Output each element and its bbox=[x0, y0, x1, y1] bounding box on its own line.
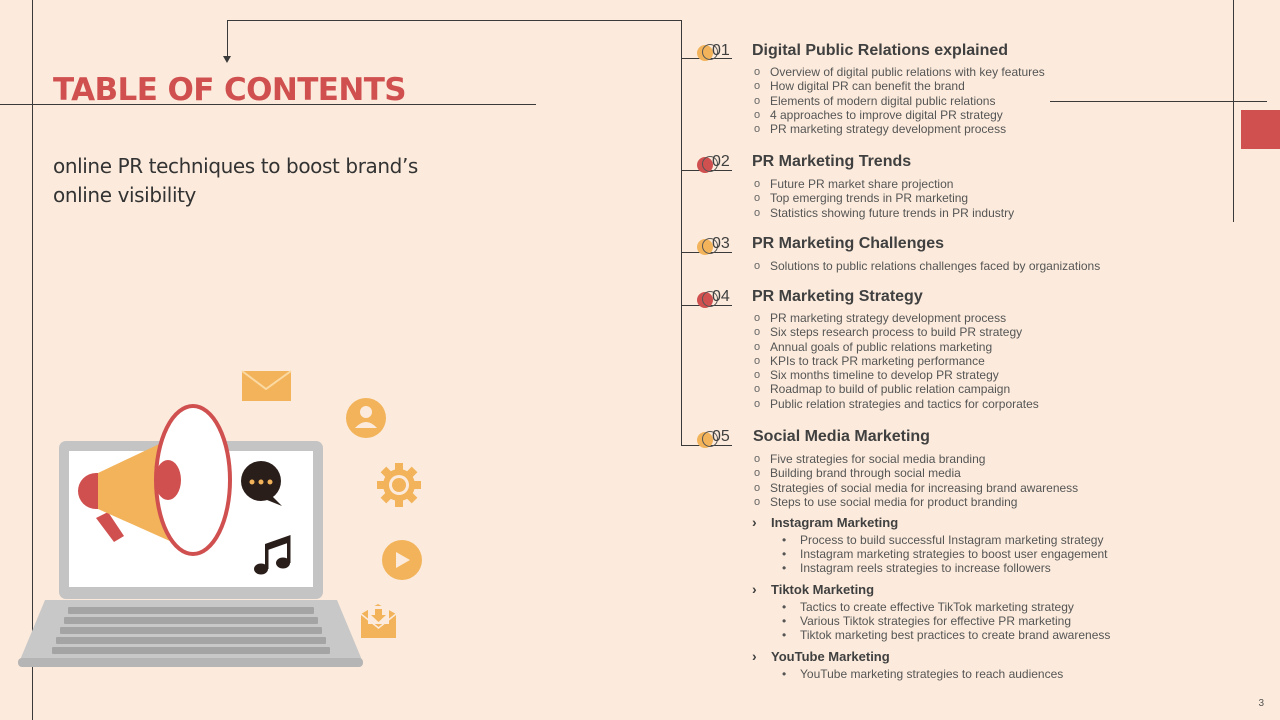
subsection-item-list bbox=[780, 667, 1063, 681]
list-item: o PR marketing strategy development process bbox=[752, 122, 1045, 136]
list-item: o Roadmap to build of public relation campaign bbox=[752, 382, 1039, 396]
subsection-item-list bbox=[780, 600, 1110, 643]
list-item: o Elements of modern digital public relations bbox=[752, 94, 1045, 108]
section-item-list bbox=[752, 65, 1045, 136]
frame-right-vertical-line bbox=[1233, 0, 1234, 222]
subsection-title[interactable]: › Tiktok Marketing bbox=[752, 582, 874, 597]
connector-arrow-icon bbox=[223, 56, 231, 63]
gear-icon bbox=[377, 463, 421, 507]
section-number: 01 bbox=[712, 42, 730, 59]
connector-horizontal-line bbox=[227, 20, 682, 21]
list-item: • YouTube marketing strategies to reach audiences bbox=[780, 667, 1063, 681]
subsection-title[interactable]: › YouTube Marketing bbox=[752, 649, 890, 664]
envelope-icon bbox=[242, 371, 291, 401]
list-item: • Tiktok marketing best practices to create brand awareness bbox=[780, 628, 1110, 642]
list-item: o How digital PR can benefit the brand bbox=[752, 79, 1045, 93]
list-item: o Strategies of social media for increasing brand awareness bbox=[752, 481, 1078, 495]
connector-down-line bbox=[227, 20, 228, 58]
list-item: o Future PR market share projection bbox=[752, 177, 1014, 191]
section-item-list bbox=[752, 452, 1078, 509]
list-item: o Steps to use social media for product branding bbox=[752, 495, 1078, 509]
marketing-illustration bbox=[0, 360, 440, 680]
list-item: o Annual goals of public relations marketing bbox=[752, 340, 1039, 354]
list-item: o Public relation strategies and tactics for corporates bbox=[752, 397, 1039, 411]
page-title: TABLE OF CONTENTS bbox=[53, 72, 406, 108]
list-item: o Building brand through social media bbox=[752, 466, 1078, 480]
subsection-item-list bbox=[780, 533, 1108, 576]
timeline-vertical-line bbox=[681, 20, 682, 446]
list-item: o Five strategies for social media branding bbox=[752, 452, 1078, 466]
page-number: 3 bbox=[1258, 698, 1264, 709]
list-item: • Instagram marketing strategies to boost user engagement bbox=[780, 547, 1108, 561]
list-item: o Overview of digital public relations with key features bbox=[752, 65, 1045, 79]
list-item: o Top emerging trends in PR marketing bbox=[752, 191, 1014, 205]
user-icon bbox=[346, 398, 386, 438]
section-number: 04 bbox=[712, 288, 730, 305]
list-item: o PR marketing strategy development process bbox=[752, 311, 1039, 325]
list-item: o Statistics showing future trends in PR industry bbox=[752, 206, 1014, 220]
list-item: • Instagram reels strategies to increase followers bbox=[780, 561, 1108, 575]
section-item-list bbox=[752, 259, 1100, 273]
section-item-list bbox=[752, 177, 1014, 220]
list-item: • Various Tiktok strategies for effective PR marketing bbox=[780, 614, 1110, 628]
list-item: o KPIs to track PR marketing performance bbox=[752, 354, 1039, 368]
section-number: 03 bbox=[712, 235, 730, 252]
section-title[interactable]: PR Marketing Strategy bbox=[752, 288, 923, 305]
list-item: • Process to build successful Instagram marketing strategy bbox=[780, 533, 1108, 547]
page-subtitle: online PR techniques to boost brand’s online visibility bbox=[53, 154, 418, 207]
section-number: 05 bbox=[712, 428, 730, 445]
play-icon bbox=[382, 540, 422, 580]
section-item-list bbox=[752, 311, 1039, 411]
list-item: • Tactics to create effective TikTok marketing strategy bbox=[780, 600, 1110, 614]
mail-download-icon bbox=[361, 604, 396, 638]
frame-right-horizontal-line bbox=[1050, 101, 1267, 102]
list-item: o Six months timeline to develop PR strategy bbox=[752, 368, 1039, 382]
section-title[interactable]: PR Marketing Challenges bbox=[752, 235, 945, 252]
section-title[interactable]: PR Marketing Trends bbox=[752, 153, 912, 170]
section-title[interactable]: Digital Public Relations explained bbox=[752, 42, 1009, 59]
section-title[interactable]: Social Media Marketing bbox=[753, 428, 930, 445]
section-number: 02 bbox=[712, 153, 730, 170]
list-item: o 4 approaches to improve digital PR strategy bbox=[752, 108, 1045, 122]
list-item: o Solutions to public relations challenges faced by organizations bbox=[752, 259, 1100, 273]
subsection-title[interactable]: › Instagram Marketing bbox=[752, 515, 898, 530]
list-item: o Six steps research process to build PR strategy bbox=[752, 325, 1039, 339]
accent-red-square bbox=[1241, 110, 1280, 149]
